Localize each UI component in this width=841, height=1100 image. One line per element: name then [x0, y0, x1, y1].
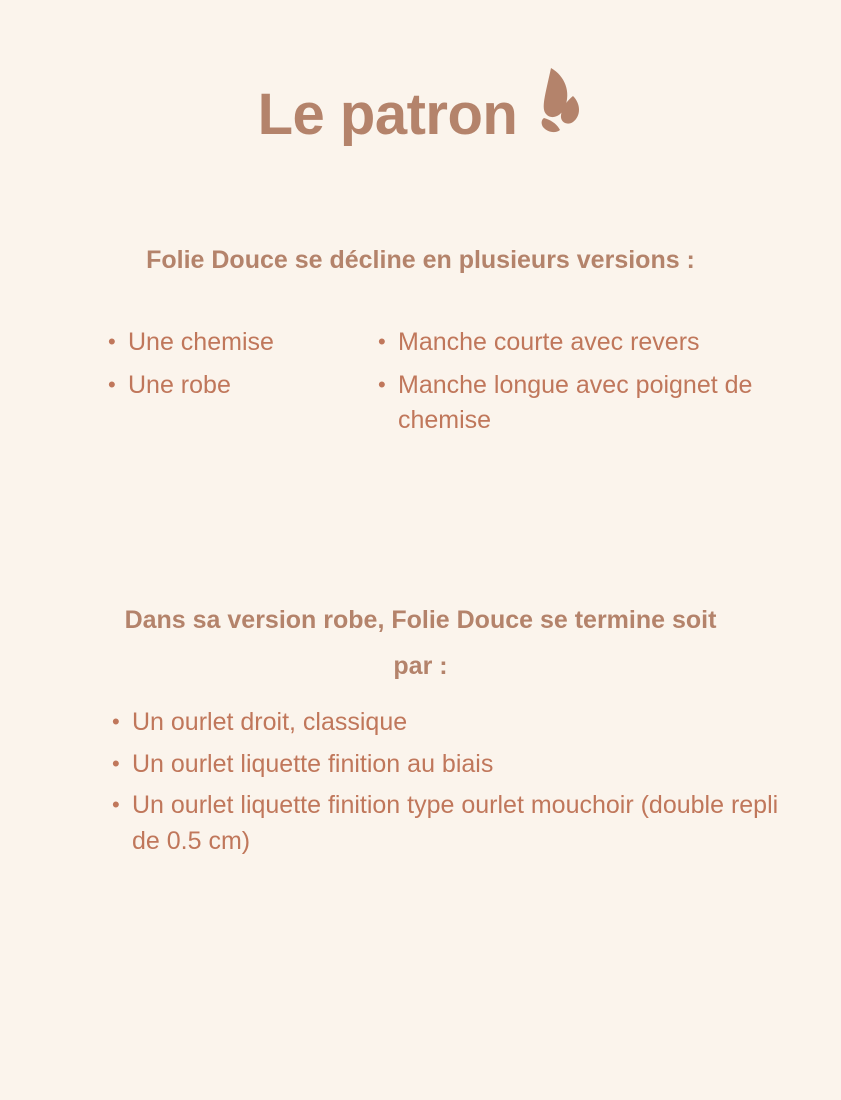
section-one-left-column	[108, 325, 378, 446]
list-item-label: Un ourlet liquette finition au biais	[132, 749, 494, 778]
list-item	[112, 788, 792, 859]
section-one-right-list	[378, 325, 778, 439]
list-item	[378, 325, 778, 361]
section-one-right-column	[378, 325, 778, 446]
list-item	[112, 705, 792, 741]
list-item-label: Un ourlet liquette finition type ourlet mouchoir (double repli de 0.5 cm)	[132, 791, 779, 855]
list-item	[112, 747, 792, 783]
list-item-label: Manche longue avec poignet de chemise	[398, 370, 753, 434]
section-one-left-list	[108, 325, 378, 403]
bullet-icon: •	[108, 329, 116, 354]
bullet-icon: •	[112, 750, 120, 776]
bullet-icon: •	[378, 329, 386, 354]
list-item	[108, 325, 378, 361]
page-title-block	[0, 62, 841, 147]
list-item-label: Une chemise	[128, 328, 274, 356]
page-title: Le patron	[257, 82, 518, 147]
bullet-icon: •	[112, 709, 120, 734]
section-two-list	[112, 705, 792, 859]
list-item	[108, 368, 378, 404]
section-one-columns	[0, 325, 841, 446]
list-item-label: Manche courte avec revers	[398, 328, 700, 356]
bullet-icon: •	[378, 371, 386, 397]
section-two-list-block	[112, 705, 792, 865]
bullet-icon: •	[112, 792, 120, 817]
section-one-heading: Folie Douce se décline en plusieurs versions :	[146, 246, 695, 274]
list-item-label: Une robe	[128, 370, 231, 399]
bullet-icon: •	[108, 371, 116, 397]
list-item-label: Un ourlet droit, classique	[132, 708, 408, 736]
leaf-icon	[521, 62, 583, 143]
list-item	[378, 368, 778, 439]
section-two-heading: Dans sa version robe, Folie Douce se termine soit par :	[124, 606, 717, 681]
